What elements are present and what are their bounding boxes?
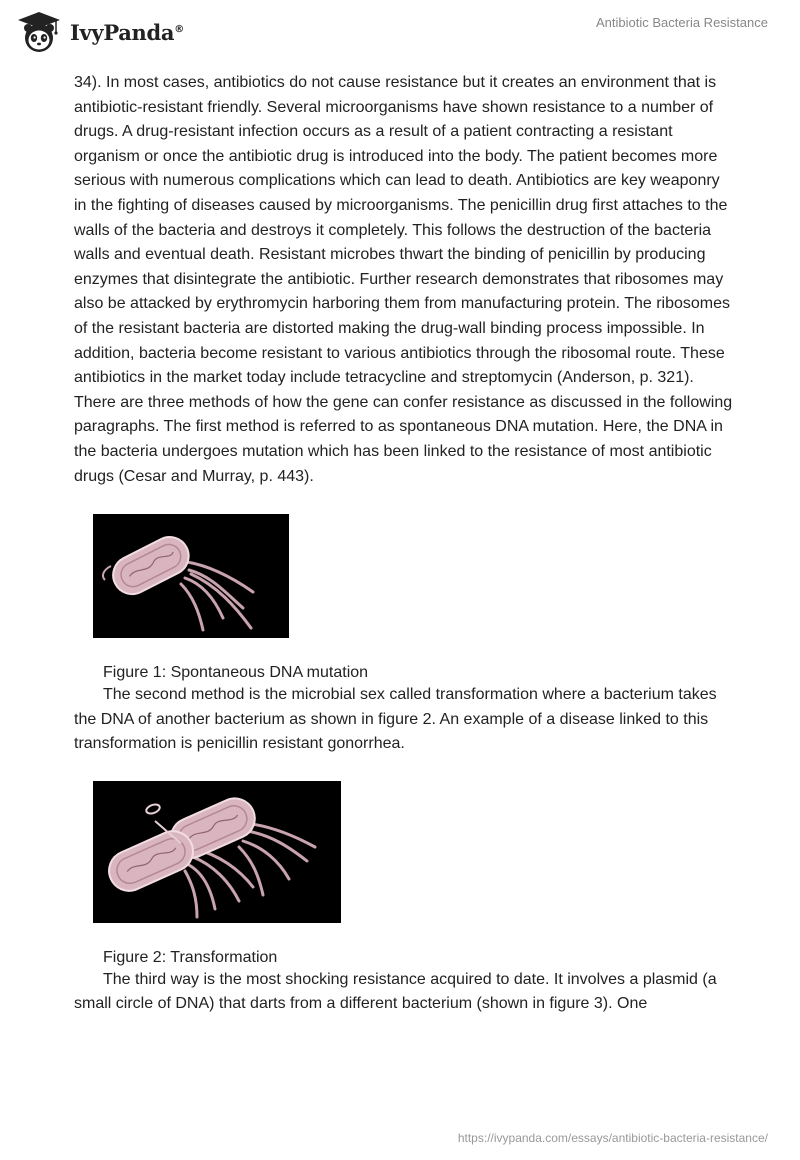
page-header [0,0,800,70]
essay-content [74,71,734,1017]
paragraph: 34). In most cases, antibiotics do not cause resistance but it creates an environment that is antibiotic-resistant friendly. Several microorganisms have shown resistance to a number of drugs. A drug-resistant infection occurs as a result of a patient contracting a resistant organism or once the antibiotic drug is introduced into the body. The patient becomes more serious with numerous complications which can lead to death. Antibiotics are key weaponry in the fighting of diseases caused by microorganisms. The penicillin drug first attaches to the walls of the bacteria and destroys it completely. This follows the destruction of the bacteria walls and eventual death. Resistant microbes thwart the binding of penicillin by producing enzymes that disintegrate the antibiotic. Further research demonstrates that ribosomes may also be attacked by erythromycin harboring them from manufacturing protein. The ribosomes of the resistant bacteria are distorted making the drug-wall binding process impossible. In addition, bacteria become resistant to various antibiotics through the ribosomal route. These antibiotics in the market today include tetracycline and streptomycin (Anderson, p. 321). There are three methods of how the gene can confer resistance as discussed in the following paragraphs. The first method is referred to as spontaneous DNA mutation. Here, the DNA in the bacteria undergoes mutation which has been linked to the resistance of most antibiotic drugs (Cesar and Murray, p. 443). [74,74,733,485]
paragraph: The third way is the most shocking resistance acquired to date. It involves a plasmid (a small circle of DNA) that darts from a different bacterium (shown in figure 3). One [74,970,717,1013]
figure-2-image [93,781,341,923]
paragraph: The second method is the microbial sex called transformation where a bacterium takes the DNA of another bacterium as shown in figure 2. An example of a disease linked to this transformation is penicillin resistant gonorrhea. [74,686,717,753]
document-title: Antibiotic Bacteria Resistance [596,15,768,30]
brand-name: IvyPanda® [70,19,184,45]
panda-graduate-icon [16,10,62,54]
source-url[interactable]: https://ivypanda.com/essays/antibiotic-bacteria-resistance/ [457,1131,768,1145]
bacteria-transformation-illustration [93,781,341,923]
figure-1-image [93,514,289,638]
ivypanda-logo[interactable] [16,10,184,54]
bacterium-illustration [93,514,289,638]
figure-1-caption: Figure 1: Spontaneous DNA mutation [103,664,369,682]
figure-2-caption: Figure 2: Transformation [103,948,278,966]
